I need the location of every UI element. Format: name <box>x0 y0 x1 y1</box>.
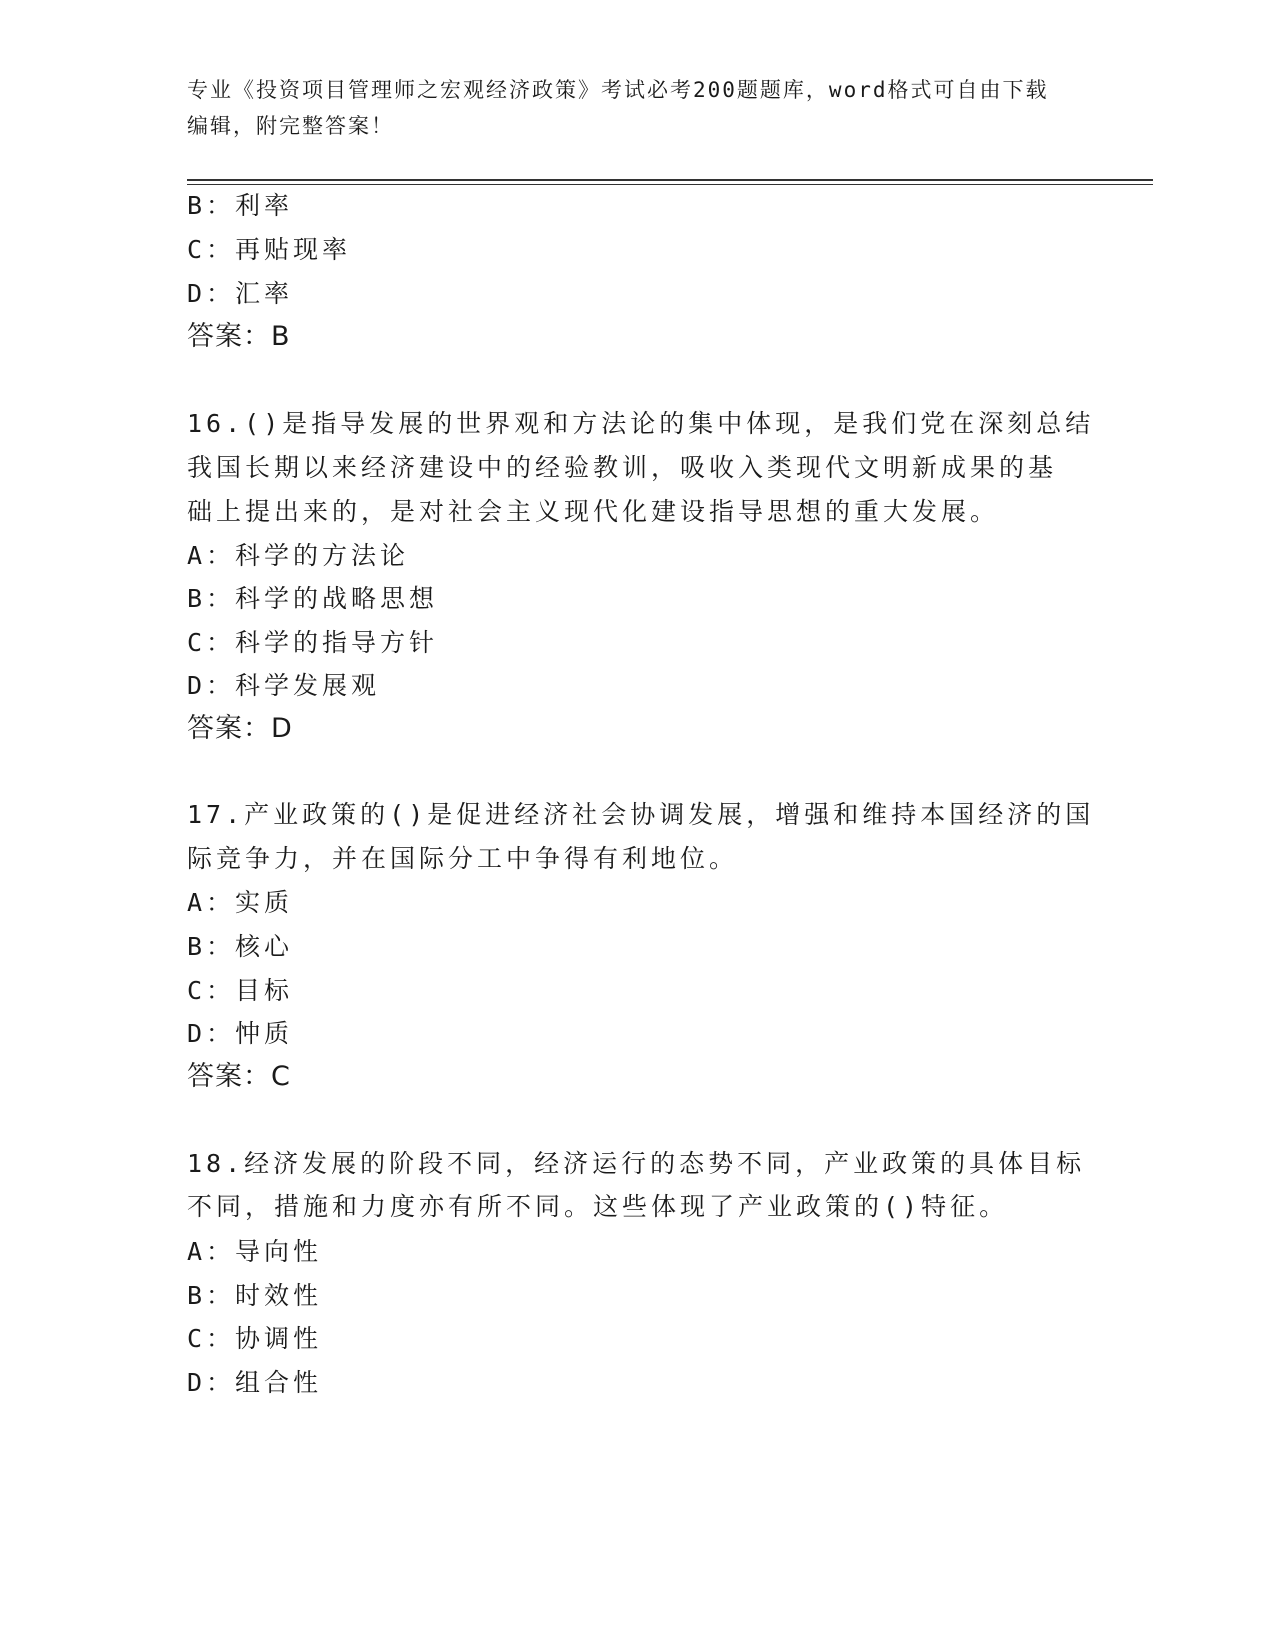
q17-stem-line-1: 17.产业政策的()是促进经济社会协调发展，增强和维持本国经济的国 <box>187 800 1095 829</box>
q18-option-a: A：导向性 <box>187 1237 323 1266</box>
q15-answer: 答案：B <box>187 321 291 352</box>
q16-answer: 答案：D <box>187 713 293 744</box>
q17-stem-line-2: 际竞争力，并在国际分工中争得有利地位。 <box>187 844 739 873</box>
q17-option-c: C：目标 <box>187 976 294 1005</box>
q16-option-d: D：科学发展观 <box>187 671 381 700</box>
q16-stem-line-2: 我国长期以来经济建设中的经验教训，吸收入类现代文明新成果的基 <box>187 453 1058 482</box>
q16-option-a: A：科学的方法论 <box>187 541 410 570</box>
q15-option-b: B：利率 <box>187 191 294 220</box>
q18-stem-line-2: 不同，措施和力度亦有所不同。这些体现了产业政策的()特征。 <box>187 1192 1009 1221</box>
header-rule-thick <box>187 179 1153 181</box>
q16-option-b: B：科学的战略思想 <box>187 584 439 613</box>
document-header: 专业《投资项目管理师之宏观经济政策》考试必考200题题库，word格式可自由下载编辑，附完整答案！ <box>187 78 1049 138</box>
q17-option-a: A：实质 <box>187 888 294 917</box>
q18-option-b: B：时效性 <box>187 1281 323 1310</box>
q16-stem-line-1: 16.()是指导发展的世界观和方法论的集中体现，是我们党在深刻总结 <box>187 409 1095 438</box>
header-rule-thin <box>187 184 1153 185</box>
q18-option-d: D：组合性 <box>187 1368 323 1397</box>
q15-option-d: D：汇率 <box>187 279 294 308</box>
q17-option-d: D：忡质 <box>187 1019 294 1048</box>
q17-option-b: B：核心 <box>187 932 294 961</box>
q15-option-c: C：再贴现率 <box>187 235 352 264</box>
q17-answer: 答案：C <box>187 1061 291 1092</box>
q18-option-c: C：协调性 <box>187 1324 323 1353</box>
q18-stem-line-1: 18.经济发展的阶段不同，经济运行的态势不同，产业政策的具体目标 <box>187 1149 1086 1178</box>
q16-stem-line-3: 础上提出来的，是对社会主义现代化建设指导思想的重大发展。 <box>187 497 1000 526</box>
q16-option-c: C：科学的指导方针 <box>187 628 439 657</box>
